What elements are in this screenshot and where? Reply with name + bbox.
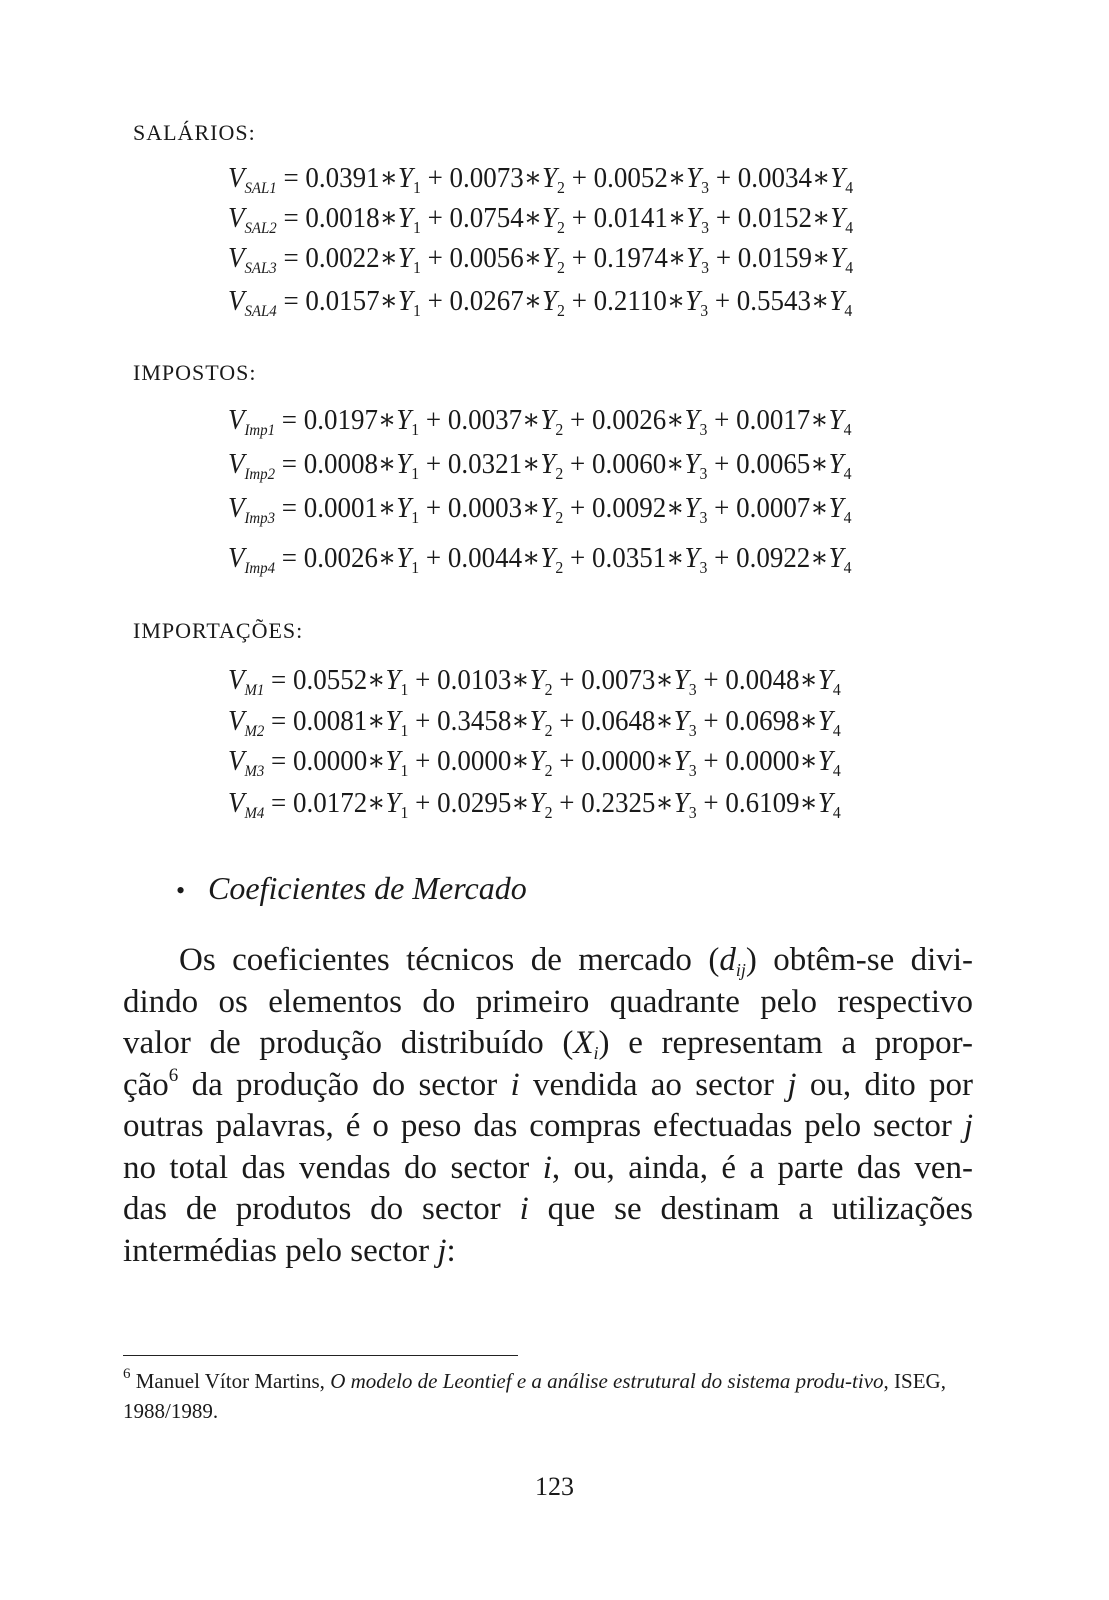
coefficient: 0.6109 — [725, 787, 800, 819]
coefficient: 0.0034 — [737, 162, 812, 194]
coefficient: 0.0003 — [447, 492, 523, 524]
coefficient: 0.0000 — [725, 745, 800, 777]
equation-var: V — [228, 745, 245, 777]
equation-var: V — [228, 162, 245, 194]
equation-m2: $V_{M2}$ = $0.0081∗Y_1$ + $0.3458∗Y_2$ + $0.0648∗Y_3$ + $0.0698∗Y_4$ — [228, 705, 841, 740]
coefficient: 0.0026 — [592, 404, 667, 436]
paragraph-line-7: das de produtos do sector i que se destinam a utilizações — [123, 1191, 974, 1227]
equation-sal4: $V_{SAL4}$ = $0.0157∗Y_1$ + $0.0267∗Y_2$ + $0.2110∗Y_3$ + $0.5543∗Y_4$ — [228, 285, 853, 320]
equation-var: V — [228, 664, 245, 696]
coefficient: 0.5543 — [736, 285, 811, 317]
coefficient: 0.0351 — [592, 542, 667, 574]
coefficient: 0.0295 — [437, 787, 512, 819]
paragraph-line-8: intermédias pelo sector j: — [123, 1232, 456, 1269]
equation-var: V — [228, 787, 245, 819]
equation-subscript: M1 — [244, 682, 265, 699]
footnote-title: O modelo de Leontief e a análise estrutural do sistema produ-tivo — [330, 1369, 884, 1393]
coefficient: 0.0157 — [305, 285, 380, 317]
equation-subscript: SAL3 — [244, 260, 277, 277]
equation-var: V — [228, 202, 245, 234]
equation-sal1: $V_{SAL1}$ = $0.0391∗Y_1$ + $0.0073∗Y_2$ + $0.0052∗Y_3$ + $0.0034∗Y_4$ — [228, 162, 854, 197]
coefficient: 0.0073 — [449, 162, 524, 194]
coefficient: 0.0000 — [581, 745, 656, 777]
coefficient: 0.0648 — [581, 705, 656, 737]
coefficient: 0.0022 — [305, 242, 380, 274]
footnote-number: 6 — [123, 1366, 131, 1382]
section-label-importacoes: IMPORTAÇÕES: — [133, 618, 304, 643]
coefficient: 0.0159 — [737, 242, 812, 274]
coefficient: 0.0197 — [303, 404, 378, 436]
coefficient: 0.0056 — [449, 242, 524, 274]
equation-subscript: Imp1 — [244, 422, 276, 439]
coefficient: 0.0008 — [303, 448, 378, 480]
equation-subscript: Imp2 — [244, 466, 276, 483]
equation-var: V — [228, 542, 245, 574]
coefficient: 0.0321 — [447, 448, 523, 480]
equation-sal3: $V_{SAL3}$ = $0.0022∗Y_1$ + $0.0056∗Y_2$ + $0.1974∗Y_3$ + $0.0159∗Y_4$ — [228, 242, 854, 277]
coefficient: 0.0391 — [305, 162, 380, 194]
coefficient: 0.0065 — [736, 448, 811, 480]
coefficient: 0.0092 — [592, 492, 667, 524]
coefficient: 0.0060 — [592, 448, 667, 480]
coefficient: 0.0754 — [449, 202, 524, 234]
equation-imp3: $V_{Imp3}$ = $0.0001∗Y_1$ + $0.0003∗Y_2$ + $0.0092∗Y_3$ + $0.0007∗Y_4$ — [228, 492, 852, 527]
section-label-salarios: SALÁRIOS: — [133, 120, 256, 145]
paragraph-line-4: ção$^6$ da produção do sector i vendida ao sector j ou, dito por — [123, 1064, 974, 1103]
coefficient: 0.0007 — [736, 492, 811, 524]
equation-subscript: SAL4 — [244, 303, 277, 320]
equation-m3: $V_{M3}$ = $0.0000∗Y_1$ + $0.0000∗Y_2$ + $0.0000∗Y_3$ + $0.0000∗Y_4$ — [228, 745, 841, 780]
coefficient: 0.0922 — [736, 542, 811, 574]
equation-var: V — [228, 404, 245, 436]
footnote-ref: 6 — [168, 1064, 179, 1086]
paragraph-line-6: no total das vendas do sector i, ou, ainda, é a parte das ven- — [123, 1149, 973, 1186]
footnote-rule — [123, 1355, 518, 1356]
coefficient: 0.3458 — [437, 705, 512, 737]
coefficient: 0.2110 — [593, 285, 667, 317]
equation-subscript: SAL2 — [244, 220, 277, 237]
equation-m1: $V_{M1}$ = $0.0552∗Y_1$ + $0.0103∗Y_2$ + $0.0073∗Y_3$ + $0.0048∗Y_4$ — [228, 664, 841, 699]
equation-subscript: M3 — [244, 763, 265, 780]
coefficient: 0.0073 — [581, 664, 656, 696]
coefficient: 0.2325 — [581, 787, 656, 819]
bullet-heading: Coeficientes de Mercado — [208, 870, 527, 906]
equation-subscript: Imp3 — [244, 510, 276, 527]
coefficient: 0.0000 — [437, 745, 512, 777]
coefficient: 0.0141 — [593, 202, 668, 234]
coefficient: 0.0698 — [725, 705, 800, 737]
paragraph-line-1: Os coeficientes técnicos de mercado $(d_{ij})$ obtêm-se divi- — [179, 942, 973, 980]
equation-m4: $V_{M4}$ = $0.0172∗Y_1$ + $0.0295∗Y_2$ + $0.2325∗Y_3$ + $0.6109∗Y_4$ — [228, 787, 841, 822]
paragraph-line-3: valor de produção distribuído $(X_i)$ e representam a propor- — [123, 1025, 973, 1063]
coefficient: 0.1974 — [593, 242, 668, 274]
footnote: $^6$ Manuel Vítor Martins, O modelo de Leontief e a análise estrutural do sistema produ-tivo, ISEG, 1988/1989. — [123, 1366, 946, 1423]
coefficient: 0.0037 — [447, 404, 523, 436]
equation-var: V — [228, 492, 245, 524]
equation-subscript: SAL1 — [244, 180, 277, 197]
equation-imp2: $V_{Imp2}$ = $0.0008∗Y_1$ + $0.0321∗Y_2$ + $0.0060∗Y_3$ + $0.0065∗Y_4$ — [228, 448, 852, 483]
coefficient: 0.0000 — [293, 745, 368, 777]
coefficient: 0.0044 — [447, 542, 523, 574]
equation-var: V — [228, 285, 245, 317]
coefficient: 0.0048 — [725, 664, 800, 696]
body-paragraph — [123, 940, 973, 1272]
coefficient: 0.0152 — [737, 202, 812, 234]
equation-sal2: $V_{SAL2}$ = $0.0018∗Y_1$ + $0.0754∗Y_2$ + $0.0141∗Y_3$ + $0.0152∗Y_4$ — [228, 202, 854, 237]
paragraph-line-2: dindo os elementos do primeiro quadrante pelo respectivo — [123, 983, 973, 1020]
equation-subscript: M4 — [244, 805, 265, 822]
coefficient: 0.0172 — [293, 787, 368, 819]
coefficient: 0.0267 — [449, 285, 524, 317]
coefficient: 0.0552 — [293, 664, 368, 696]
equation-var: V — [228, 448, 245, 480]
coefficient: 0.0052 — [593, 162, 668, 194]
bullet-icon: • — [176, 876, 186, 905]
equation-var: V — [228, 705, 245, 737]
equation-subscript: M2 — [244, 723, 265, 740]
coefficient: 0.0001 — [303, 492, 378, 524]
paragraph-line-5: outras palavras, é o peso das compras efectuadas pelo sector j — [123, 1108, 973, 1144]
equation-var: V — [228, 242, 245, 274]
equation-imp1: $V_{Imp1}$ = $0.0197∗Y_1$ + $0.0037∗Y_2$ + $0.0026∗Y_3$ + $0.0017∗Y_4$ — [228, 404, 852, 439]
coefficient: 0.0018 — [305, 202, 380, 234]
coefficient: 0.0017 — [736, 404, 811, 436]
coefficient: 0.0026 — [303, 542, 378, 574]
equation-imp4: $V_{Imp4}$ = $0.0026∗Y_1$ + $0.0044∗Y_2$ + $0.0351∗Y_3$ + $0.0922∗Y_4$ — [228, 542, 852, 577]
page-number: 123 — [535, 1472, 574, 1501]
coefficient: 0.0103 — [437, 664, 512, 696]
coefficient: 0.0081 — [293, 705, 368, 737]
equation-subscript: Imp4 — [244, 560, 276, 577]
section-label-impostos: IMPOSTOS: — [133, 360, 257, 385]
